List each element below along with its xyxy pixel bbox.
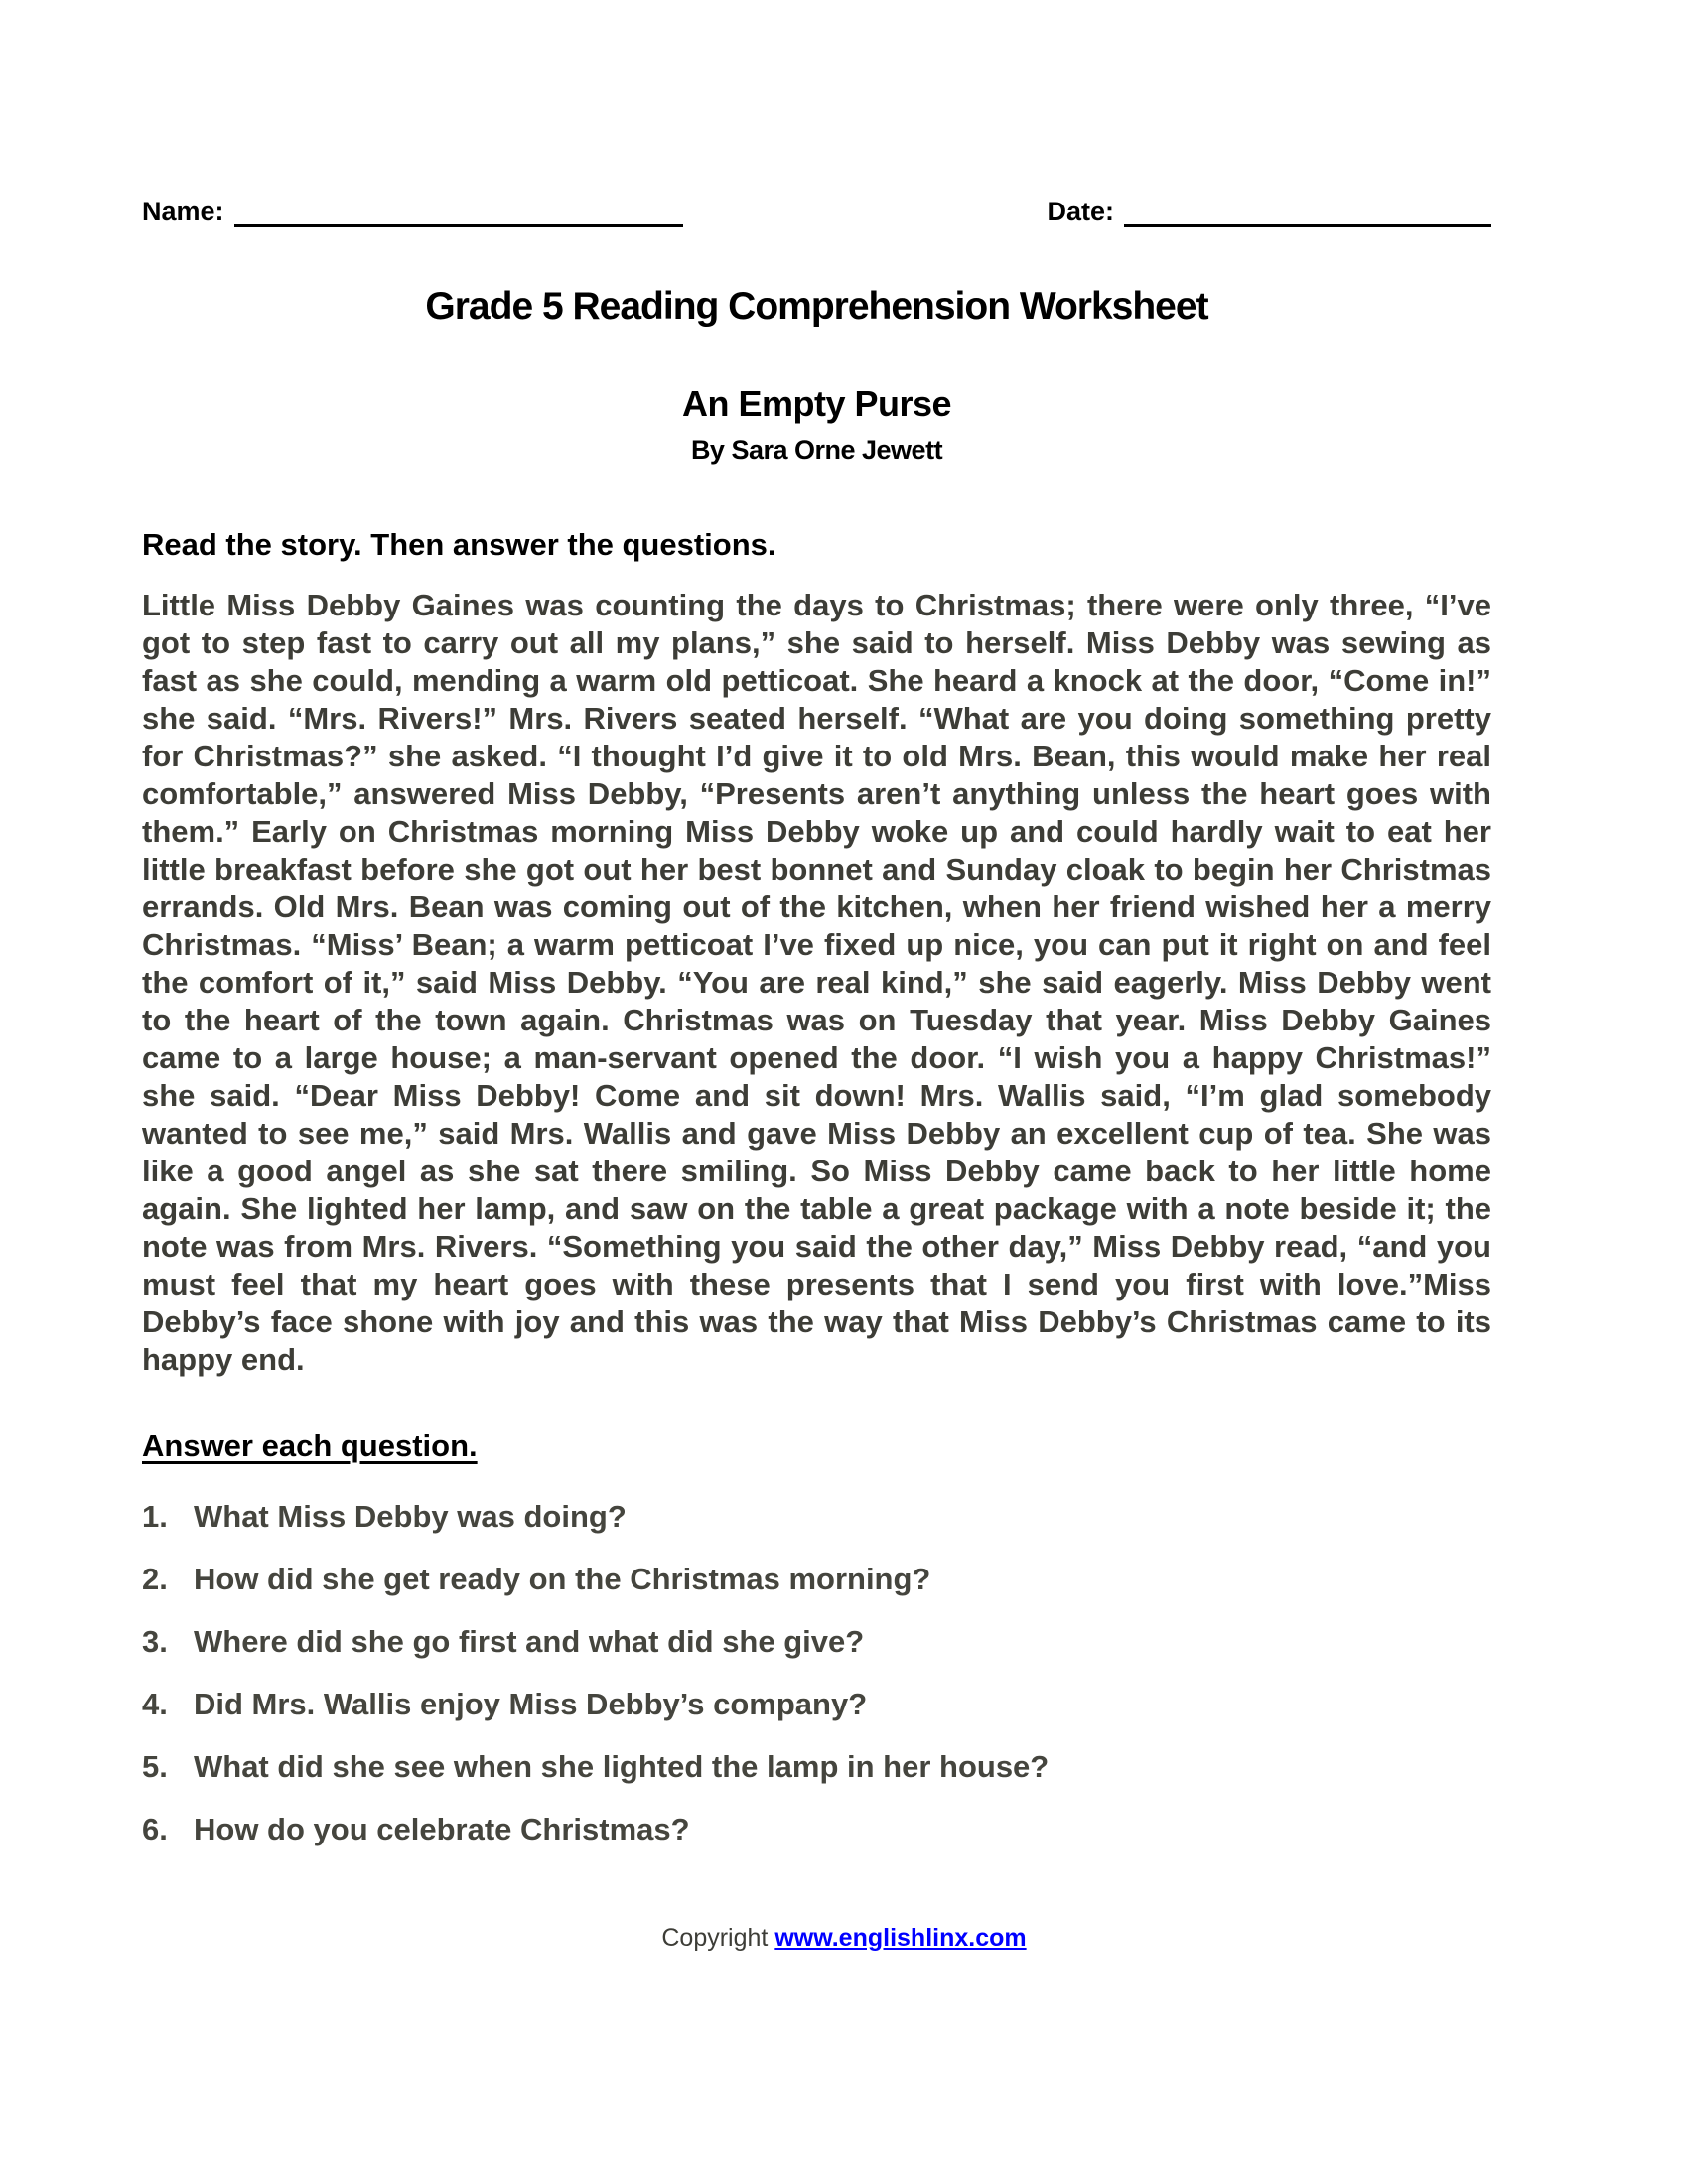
question-number: 3. xyxy=(142,1624,168,1659)
date-label: Date: xyxy=(1047,197,1114,226)
story-text: Little Miss Debby Gaines was counting the days to Christmas; there were only three, “I’ve got to step fast to carry out all my plans,” she said to herself. Miss Debby was sewing as fast as she could, mending a warm old petticoat. She heard a knock at the door, “Come in!” she said. “Mrs. Rivers!” Mrs. Rivers seated herself. “What are you doing something pretty for Christmas?” she asked. “I thought I’d give it to old Mrs. Bean, this would make her real comfortable,” answered Miss Debby, “Presents aren’t anything unless the heart goes with them.” Early on Christmas morning Miss Debby woke up and could hardly wait to eat her little breakfast before she got out her best bonnet and Sunday cloak to begin her Christmas errands. Old Mrs. Bean was coming out of the kitchen, when her friend wished her a merry Christmas. “Miss’ Bean; a warm petticoat I’ve fixed up nice, you can put it right on and feel the comfort of it,” said Miss Debby. “You are real kind,” she said eagerly. Miss Debby went to the heart of the town again. Christmas was on Tuesday that year. Miss Debby Gaines came to a large house; a man-servant opened the door. “I wish you a happy Christmas!” she said. “Dear Miss Debby! Come and sit down! Mrs. Wallis said, “I’m glad somebody wanted to see me,” said Mrs. Wallis and gave Miss Debby an excellent cup of tea. She was like a good angel as she sat there smiling. So Miss Debby came back to her little home again. She lighted her lamp, and saw on the table a great package with a note beside it; the note was from Mrs. Rivers. “Something you said the other day,” Miss Debby read, “and you must feel that my heart goes with these presents that I send you first with love.”Miss Debby’s face shone with joy and this was the way that Miss Debby’s Christmas came to its happy end. xyxy=(142,588,1491,1377)
question-text: Where did she go first and what did she give? xyxy=(194,1624,865,1659)
name-field-group xyxy=(142,197,683,227)
name-label: Name: xyxy=(142,197,224,226)
question-number: 2. xyxy=(142,1562,168,1596)
story-byline: By Sara Orne Jewett xyxy=(690,435,943,465)
question-item xyxy=(142,1498,1491,1536)
question-text: What did she see when she lighted the lamp in her house? xyxy=(194,1749,1050,1784)
copyright-link[interactable]: www.englishlinx.com xyxy=(774,1924,1027,1952)
name-blank-line[interactable] xyxy=(234,198,683,227)
worksheet-title: Grade 5 Reading Comprehension Worksheet xyxy=(425,285,1208,328)
question-item xyxy=(142,1686,1491,1723)
questions-list xyxy=(142,1498,1491,1848)
question-number: 5. xyxy=(142,1749,168,1784)
story-instructions: Read the story. Then answer the questions. xyxy=(142,527,776,562)
name-date-row xyxy=(142,197,1491,227)
question-text: How do you celebrate Christmas? xyxy=(194,1812,690,1846)
question-item xyxy=(142,1561,1491,1598)
story-title: An Empty Purse xyxy=(681,383,952,424)
question-item xyxy=(142,1748,1491,1786)
question-item xyxy=(142,1811,1491,1848)
date-blank-line[interactable] xyxy=(1124,198,1491,227)
date-field-group xyxy=(1047,197,1491,227)
question-item xyxy=(142,1623,1491,1661)
question-text: How did she get ready on the Christmas morning? xyxy=(194,1562,931,1596)
footer xyxy=(0,1924,1688,1953)
question-text: Did Mrs. Wallis enjoy Miss Debby’s company? xyxy=(194,1687,868,1721)
question-number: 1. xyxy=(142,1499,168,1534)
copyright-label: Copyright xyxy=(661,1924,769,1952)
question-text: What Miss Debby was doing? xyxy=(194,1499,627,1534)
question-number: 6. xyxy=(142,1812,168,1846)
questions-heading: Answer each question. xyxy=(142,1429,478,1463)
question-number: 4. xyxy=(142,1687,168,1721)
